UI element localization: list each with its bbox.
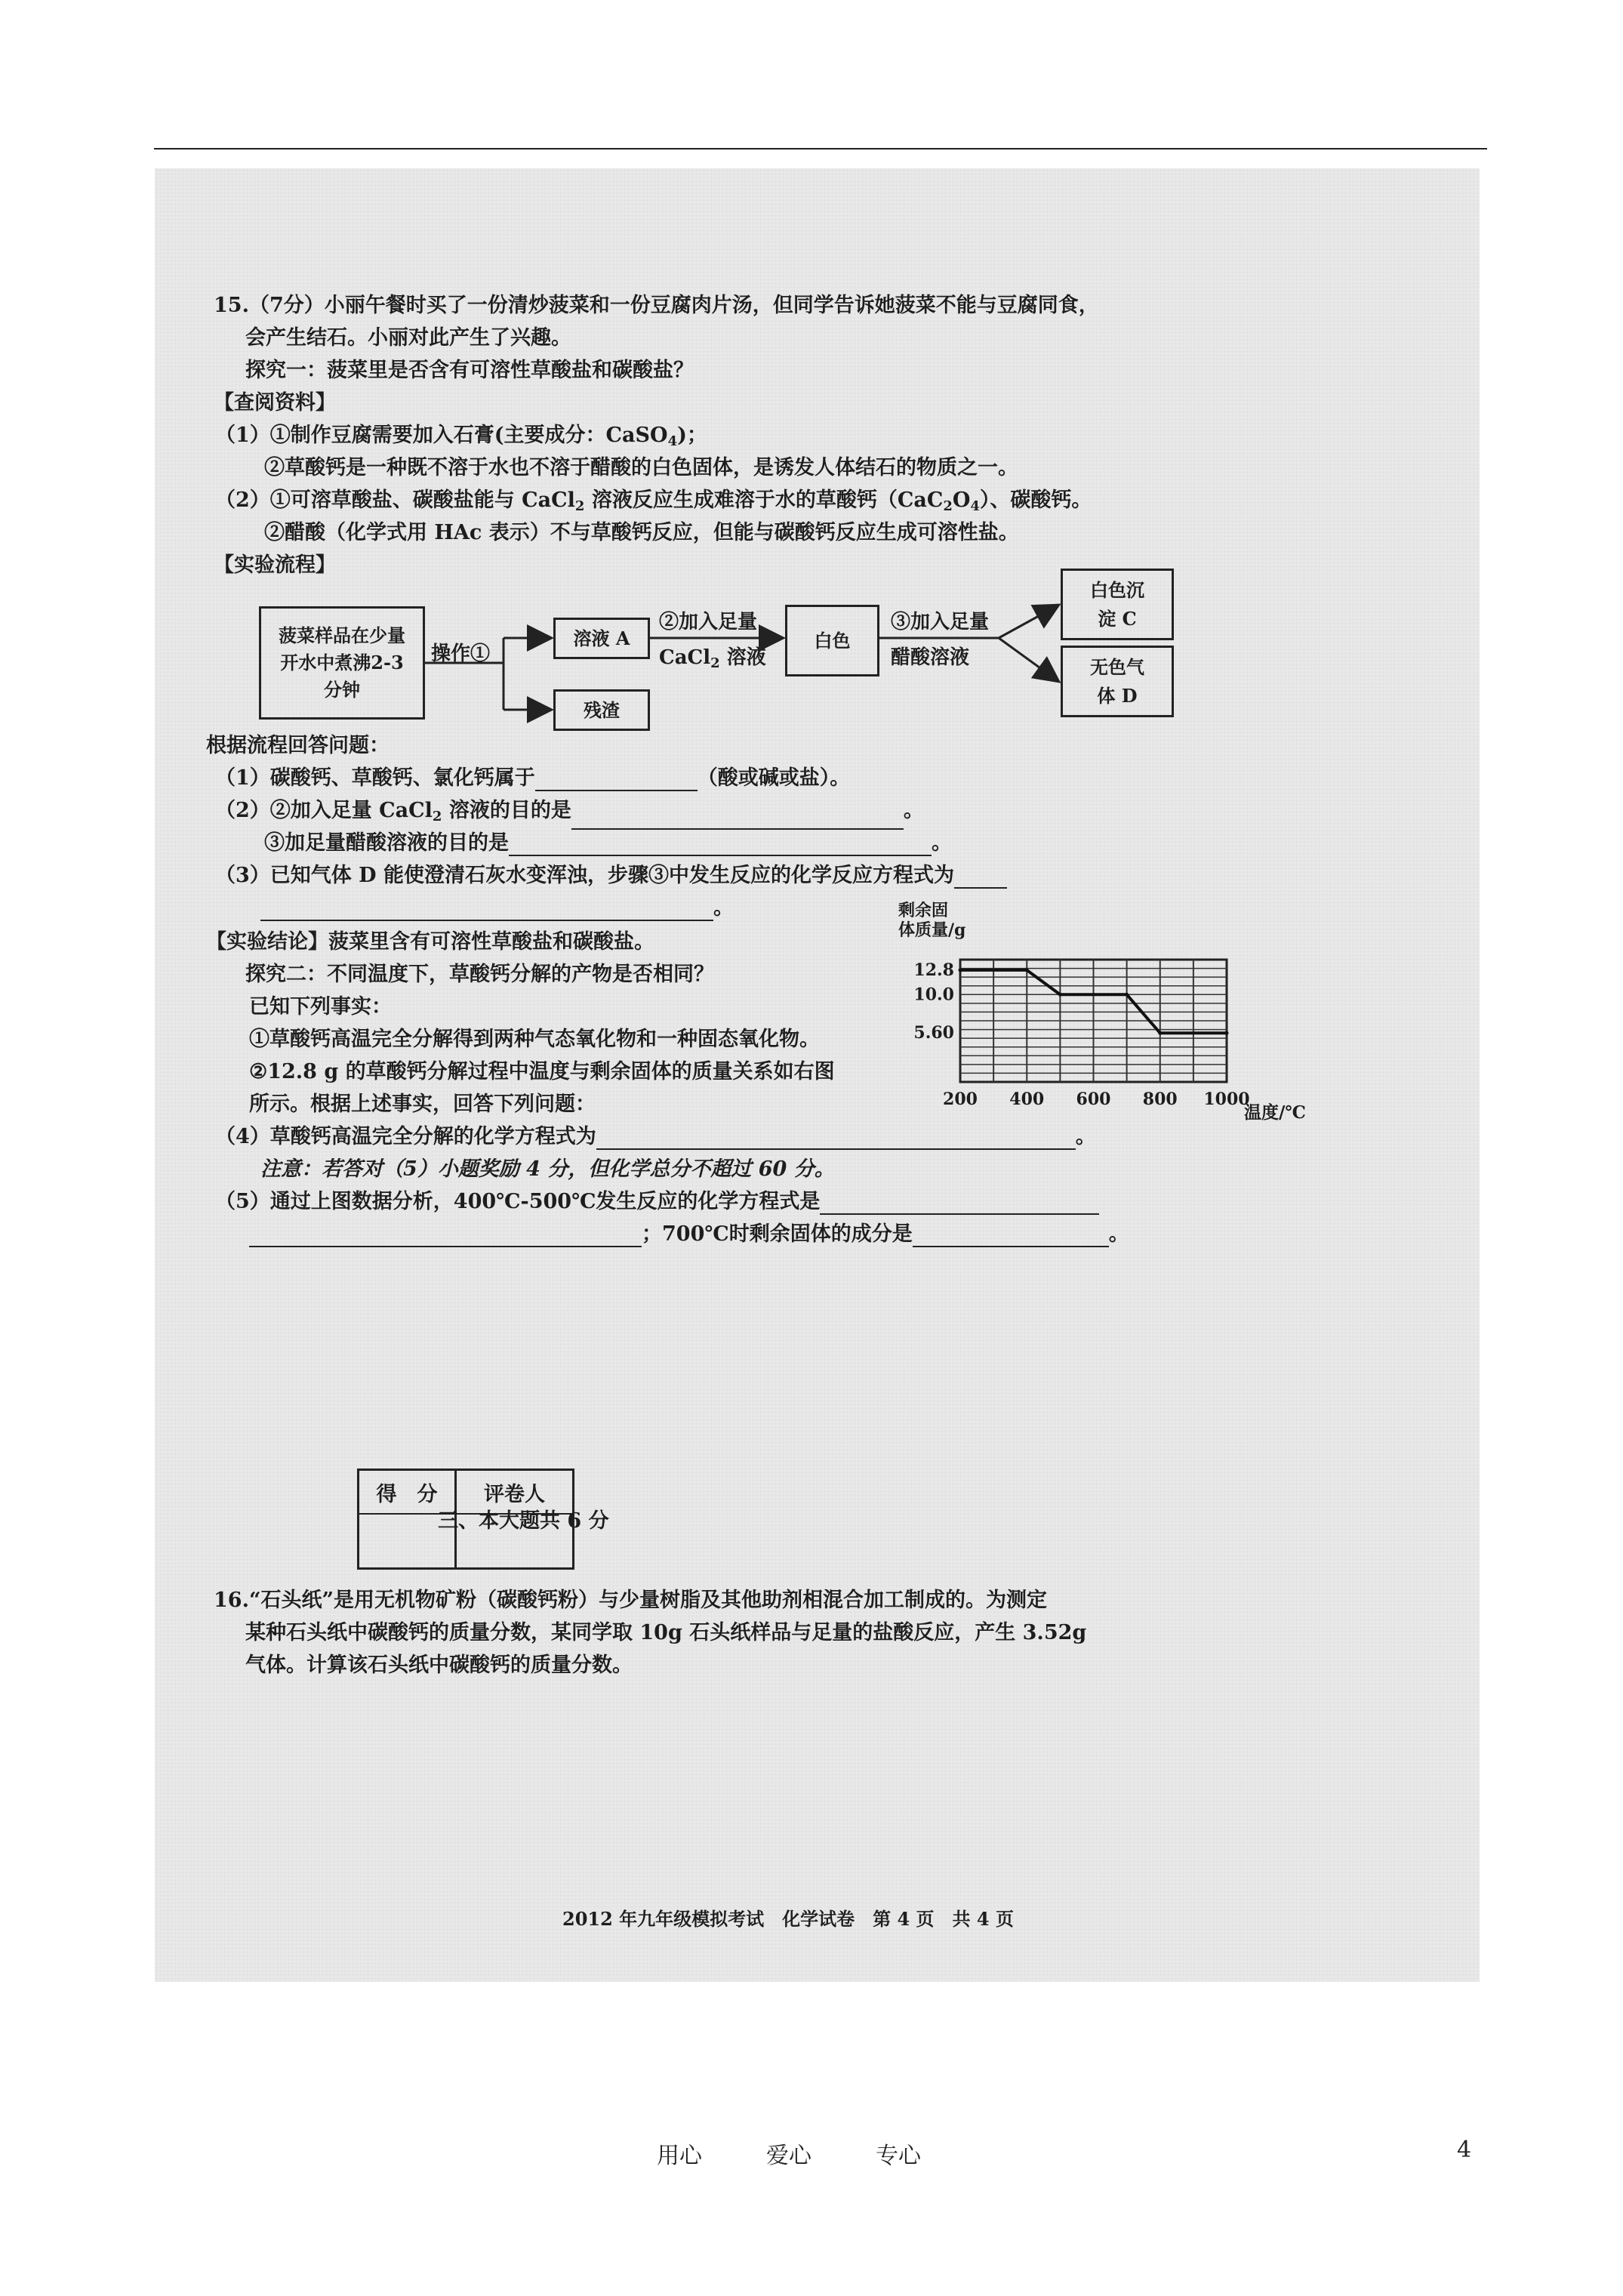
answer-blank[interactable] <box>820 1194 1099 1215</box>
reference-1a: （1）①制作豆腐需要加入石膏(主要成分：CaSO$_4$)； <box>215 424 707 449</box>
reference-heading: 【查阅资料】 <box>214 391 336 415</box>
flow-op1-label: 操作① <box>431 643 491 665</box>
chart-x-tick-label: 800 <box>1142 1089 1178 1109</box>
chart-xlabel: 温度/℃ <box>1244 1102 1306 1123</box>
chart-y-tick-label: 12.8 <box>913 960 954 980</box>
answer-blank[interactable] <box>260 900 713 921</box>
flow-box-precipitate-c: 白色沉淀 C <box>1061 569 1174 640</box>
qa5-continued: ；700℃时剩余固体的成分是 。 <box>249 1222 1129 1247</box>
q15-line1: 15.（7分）小丽午餐时买了一份清炒菠菜和一份豆腐肉片汤，但同学告诉她菠菜不能与豆腐同食， <box>214 294 1099 317</box>
facts-intro: 已知下列事实： <box>249 995 392 1019</box>
flow-step2-bottom: CaCl$_2$ 溶液 <box>659 646 766 671</box>
q16-line2: 某种石头纸中碳酸钙的质量分数，某同学取 10g 石头纸样品与足量的盐酸反应，产生 3.52g <box>245 1621 1087 1644</box>
qa5: （5）通过上图数据分析，400℃-500℃发生反应的化学方程式是 <box>215 1189 1099 1215</box>
chart-ylabel-line2: 体质量/g <box>898 920 966 940</box>
chart-point <box>1225 1031 1229 1035</box>
chart-point <box>1058 993 1062 997</box>
flow-box-gas-d: 无色气体 D <box>1061 646 1174 717</box>
qa4: （4）草酸钙高温完全分解的化学方程式为 。 <box>215 1125 1096 1148</box>
footer-item-3: 专心 <box>876 2143 921 2169</box>
footer-item-1: 用心 <box>657 2143 702 2169</box>
page-number: 4 <box>1457 2137 1472 2163</box>
q16-line3: 气体。计算该石头纸中碳酸钙的质量分数。 <box>245 1653 633 1677</box>
reference-1b: ②草酸钙是一种既不溶于水也不溶于醋酸的白色固体，是诱发人体结石的物质之一。 <box>264 456 1018 479</box>
bonus-note: 注意：若答对（5）小题奖励 4 分，但化学总分不超过 60 分。 <box>260 1157 835 1181</box>
reviewer-label: 评卷人 <box>484 1482 545 1506</box>
score-label: 得 分 <box>376 1482 438 1506</box>
flow-arrows <box>155 168 1212 742</box>
flow-box-solution-a: 溶液 A <box>553 618 650 659</box>
answer-blank[interactable] <box>535 770 698 791</box>
answer-blank[interactable] <box>954 868 1007 889</box>
chart-point <box>1158 1031 1162 1035</box>
q16-line1: 16.“石头纸”是用无机物矿粉（碳酸钙粉）与少量树脂及其他助剂相混合加工制成的。为测定 <box>214 1589 1048 1612</box>
qa3: （3）已知气体 D 能使澄清石灰水变浑浊，步骤③中发生反应的化学反应方程式为 <box>215 863 1007 889</box>
fact-1: ①草酸钙高温完全分解得到两种气态氧化物和一种固态氧化物。 <box>249 1028 820 1051</box>
flow-box-white: 白色 <box>785 605 879 676</box>
chart-point <box>959 968 962 972</box>
q15-line2: 会产生结石。小丽对此产生了兴趣。 <box>245 326 571 350</box>
chart-point <box>1125 993 1129 997</box>
chart-grid <box>960 960 1227 1082</box>
answer-blank[interactable] <box>571 809 904 830</box>
reference-2a: （2）①可溶草酸盐、碳酸盐能与 CaCl$_2$ 溶液反应生成难溶于水的草酸钙$(CaC_2O_4)$、碳酸钙。 <box>215 488 1092 514</box>
explore-one: 探究一：菠菜里是否含有可溶性草酸盐和碳酸盐？ <box>245 359 694 382</box>
scanned-exam-page <box>155 168 1480 1982</box>
flow-heading: 【实验流程】 <box>214 553 336 577</box>
experiment-conclusion: 【实验结论】菠菜里含有可溶性草酸盐和碳酸盐。 <box>206 930 654 954</box>
answer-intro: 根据流程回答问题： <box>206 734 390 757</box>
header-rule <box>154 148 1487 149</box>
fact-2: ②12.8 g 的草酸钙分解过程中温度与剩余固体的质量关系如右图 <box>249 1060 835 1083</box>
flow-box-residue: 残渣 <box>553 689 650 731</box>
mass-temperature-chart <box>898 901 1351 1127</box>
section-three-heading: 三、本大题共 6 分 <box>438 1509 609 1533</box>
flow-step3-top: ③加入足量 <box>891 611 990 633</box>
flow-step2-top: ②加入足量 <box>659 611 758 633</box>
chart-ylabel-line1: 剩余固 <box>898 901 949 920</box>
chart-x-tick-label: 600 <box>1076 1089 1111 1109</box>
qa3-continued: 。 <box>260 895 734 921</box>
fact-2-continued: 所示。根据上述事实，回答下列问题： <box>249 1093 596 1116</box>
chart-x-tick-label: 200 <box>943 1089 978 1109</box>
chart-point <box>1025 968 1029 972</box>
flow-step3-bottom: 醋酸溶液 <box>891 646 970 669</box>
chart-y-tick-label: 5.60 <box>913 1023 954 1043</box>
answer-blank[interactable] <box>596 1129 1076 1150</box>
chart-x-tick-label: 400 <box>1009 1089 1045 1109</box>
flow-box-sample: 菠菜样品在少量开水中煮沸2-3分钟 <box>259 606 425 720</box>
footer-item-2: 爱心 <box>766 2143 812 2169</box>
qa2b: ③加足量醋酸溶液的目的是 。 <box>264 831 952 855</box>
answer-blank[interactable] <box>509 835 932 856</box>
reference-2b: ②醋酸（化学式用 HAc 表示）不与草酸钙反应，但能与碳酸钙反应生成可溶性盐。 <box>264 521 1019 544</box>
explore-two: 探究二：不同温度下，草酸钙分解的产物是否相同？ <box>245 963 714 986</box>
chart-marks <box>913 960 1249 1109</box>
chart-y-tick-label: 10.0 <box>913 985 954 1005</box>
qa1: （1）碳酸钙、草酸钙、氯化钙属于 （酸或碱或盐）。 <box>215 766 851 790</box>
answer-blank[interactable] <box>249 1226 642 1247</box>
scan-footer: 2012 年九年级模拟考试 化学试卷 第 4 页 共 4 页 <box>562 1908 1014 1930</box>
qa2: （2）②加入足量 CaCl$_2$ 溶液的目的是 。 <box>215 798 924 830</box>
answer-blank[interactable] <box>913 1226 1109 1247</box>
chart-x-tick-label: 1000 <box>1203 1089 1250 1109</box>
